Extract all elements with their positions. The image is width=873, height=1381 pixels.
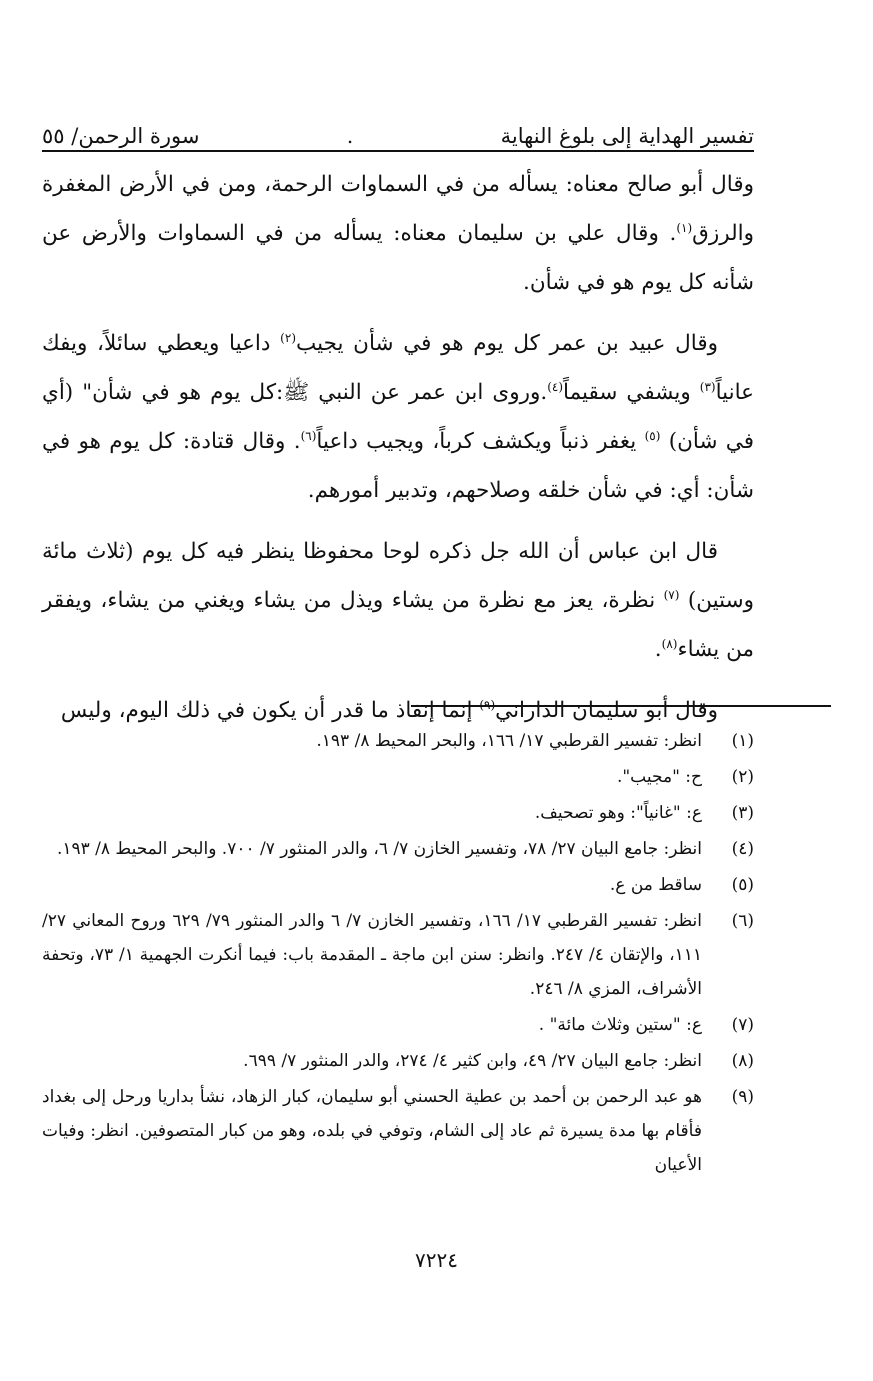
footnote-4: (٤) انظر: جامع البيان ٢٧/ ٧٨، وتفسير الخازن ٧/ ٦، والدر المنثور ٧/ ٧٠٠. والبحر المحيط ٨/ ١٩٣. [56,839,754,859]
footnote-2: (٢) ح: "مجيب". [616,767,754,787]
page-number: ٧٢٢٤ [415,1248,458,1272]
footnote-6: (٦) انظر: تفسير القرطبي ١٧/ ١٦٦، وتفسير الخازن ٧/ ٦ والدر المنثور ٧٩/ ٦٢٩ وروح المعاني ٢٧/ ١١١، والإتقان ٤/ ٢٤٧. وانظر: سنن ابن ماجة ـ المقدمة باب: فيما أنكرت الجهمية ١/ ٧٣، وتحفة الأشراف، المزي ٨/ ٢٤٦. [42,911,754,999]
paragraph-4: وقال أبو سليمان الداراني$^{(٩)}$ إنما إنفاذ ما قدر أن يكون في ذلك اليوم، وليس [60,697,718,723]
footnotes [42,724,754,1184]
running-header [42,104,754,148]
footnote-3: (٣) ع: "غانياً": وهو تصحيف. [534,803,754,823]
paragraph-1: وقال أبو صالح معناه: يسأله من في السماوات الرحمة، ومن في الأرض المغفرة والرزق$^{(١)}$. وقال علي بن سليمان معناه: يسأله من في السماوات والأرض عن شأنه كل يوم هو في شأن. [42,172,754,295]
header-separator: . [346,124,354,148]
paragraph-3: قال ابن عباس أن الله جل ذكره لوحا محفوظا ينظر فيه كل يوم (ثلاث مائة وستين) $^{(٧)}$ نظرة، يعز مع نظرة من يشاء ويذل من يشاء ويغني من يشاء، ويفقر من يشاء$^{(٨)}$. [42,539,754,662]
main-text [42,160,754,747]
footnote-rule [411,705,831,707]
footnote-5: (٥) ساقط من ع. [609,875,754,895]
footnote-7: (٧) ع: "ستين وثلاث مائة" . [538,1015,754,1035]
footnote-8: (٨) انظر: جامع البيان ٢٧/ ٤٩، وابن كثير ٤/ ٢٧٤، والدر المنثور ٧/ ٦٩٩. [243,1051,754,1071]
footnote-9: (٩) هو عبد الرحمن بن أحمد بن عطية الحسني أبو سليمان، كبار الزهاد، نشأ بداريا ورحل إلى بغداد فأقام بها مدة يسيرة ثم عاد إلى الشام، وتوفي في بلده، وهو من كبار المتصوفين. انظر: وفيات الأعيان [42,1087,754,1175]
paragraph-2: وقال عبيد بن عمر كل يوم هو في شأن يجيب$^{(٢)}$ داعيا ويعطي سائلاً، ويفك عانياً$^{(٣)}$ ويشفي سقيماً$^{(٤)}$.وروى ابن عمر عن النبي ﷺ:كل يوم هو في شأن" (أي في شأن) $^{(٥)}$ يغفر ذنباً ويكشف كرباً، ويجيب داعياً$^{(٦)}$. وقال قتادة: كل يوم هو في شأن: أي: في شأن خلقه وصلاحهم، وتدبير أمورهم. [42,330,754,503]
header-rule [42,150,754,152]
surah-label: سورة الرحمن/ ٥٥ [42,124,200,148]
footnote-1: (١) انظر: تفسير القرطبي ١٧/ ١٦٦، والبحر المحيط ٨/ ١٩٣. [316,731,754,751]
book-title: تفسير الهداية إلى بلوغ النهاية [500,124,754,148]
